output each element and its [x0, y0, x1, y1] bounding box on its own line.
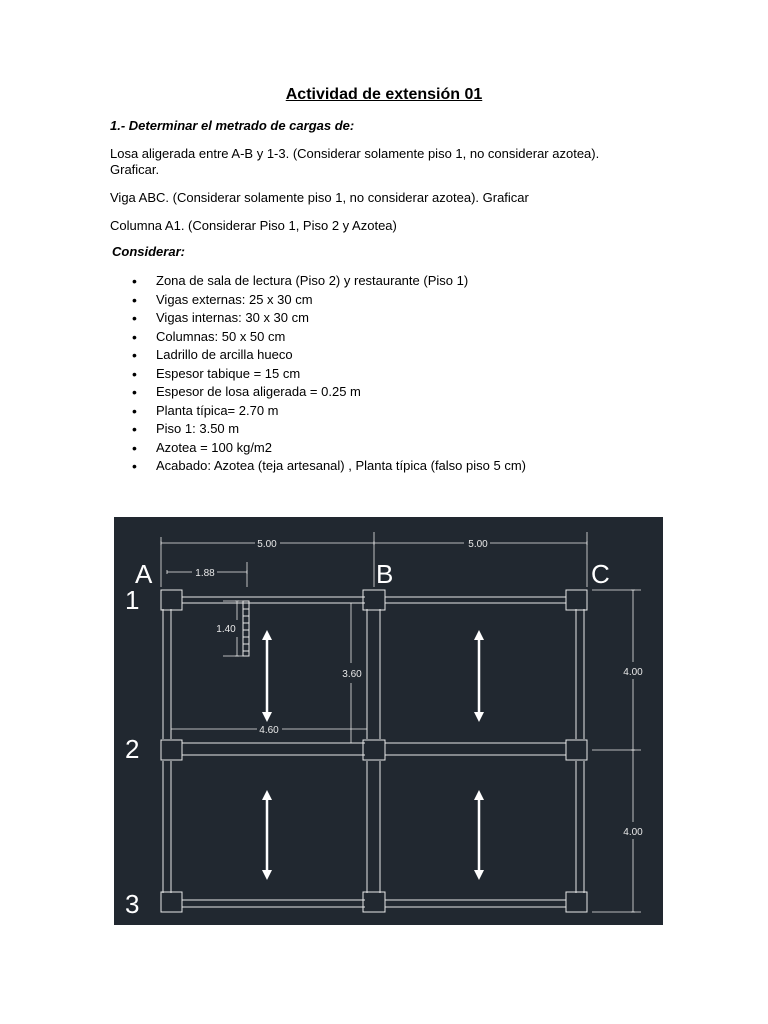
list-item: • Zona de sala de lectura (Piso 2) y restaurante (Piso 1) [130, 272, 526, 291]
list-item: • Vigas internas: 30 x 30 cm [130, 309, 526, 328]
list-item: • Espesor de losa aligerada = 0.25 m [130, 383, 526, 402]
axis-label-a: A [135, 559, 153, 589]
dimension-span-bc: 5.00 [468, 539, 488, 550]
axis-label-2: 2 [125, 734, 140, 764]
item-viga: Viga ABC. (Considerar solamente piso 1, no considerar azotea). Graficar [110, 190, 529, 205]
list-item: • Piso 1: 3.50 m [130, 420, 526, 439]
page-title: Actividad de extensión 01 [285, 86, 483, 103]
dimension-span-12: 4.00 [623, 667, 643, 678]
dimension-inner-horizontal: 4.60 [259, 725, 279, 736]
dimension-span-23: 4.00 [623, 827, 643, 838]
axis-label-b: B [376, 559, 394, 589]
dimension-span-ab: 5.00 [257, 539, 277, 550]
axis-label-1: 1 [125, 585, 140, 615]
list-item: • Espesor tabique = 15 cm [130, 365, 526, 384]
list-item: • Acabado: Azotea (teja artesanal) , Planta típica (falso piso 5 cm) [130, 457, 526, 476]
question-heading: 1.- Determinar el metrado de cargas de: [110, 118, 355, 133]
axis-label-3: 3 [125, 889, 140, 919]
dimension-tabique-length: 1.40 [216, 624, 236, 635]
dimension-tabique-offset: 1.88 [195, 568, 215, 579]
list-item: • Planta típica= 2.70 m [130, 402, 526, 421]
considerations-list [130, 272, 526, 476]
axis-label-c: C [591, 559, 610, 589]
item-columna: Columna A1. (Considerar Piso 1, Piso 2 y Azotea) [110, 218, 397, 233]
list-item: • Vigas externas: 25 x 30 cm [130, 291, 526, 310]
considerar-heading: Considerar: [112, 244, 185, 259]
item-losa: Losa aligerada entre A-B y 1-3. (Considerar solamente piso 1, no considerar azotea). Graficar. [110, 146, 600, 177]
list-item: • Azotea = 100 kg/m2 [130, 439, 526, 458]
list-item: • Ladrillo de arcilla hueco [130, 346, 526, 365]
floor-plan [114, 517, 663, 925]
dimension-inner-vertical: 3.60 [342, 669, 362, 680]
list-item: • Columnas: 50 x 50 cm [130, 328, 526, 347]
